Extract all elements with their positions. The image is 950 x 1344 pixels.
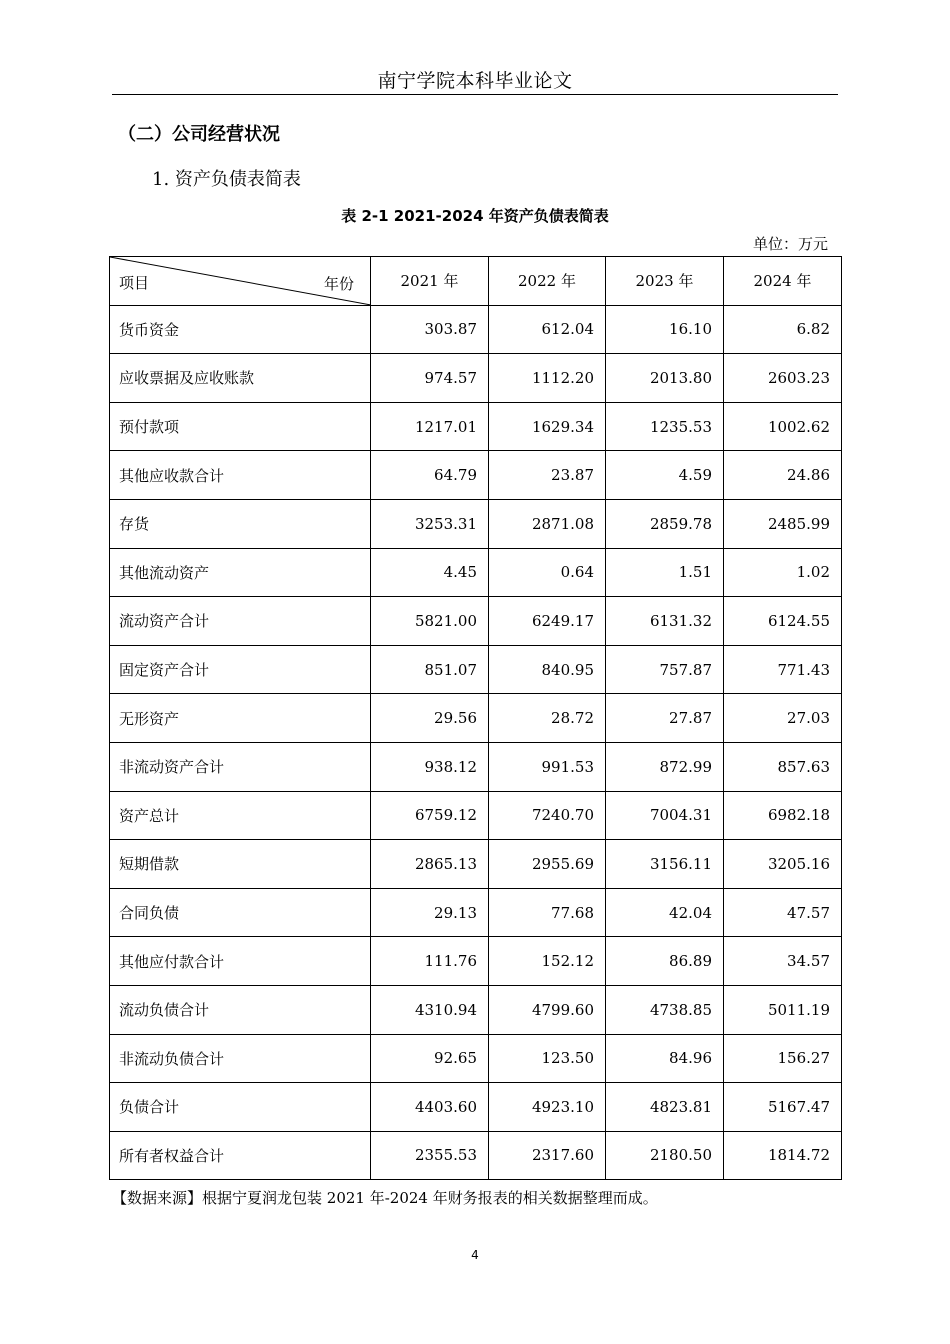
value-cell: 757.87 xyxy=(606,645,724,694)
table-row xyxy=(110,645,842,694)
value-cell: 5167.47 xyxy=(724,1083,842,1132)
value-cell: 5011.19 xyxy=(724,985,842,1034)
corner-item-label: 项目 xyxy=(119,273,150,292)
value-cell: 3253.31 xyxy=(371,499,489,548)
value-cell: 23.87 xyxy=(489,451,606,500)
year-header: 2022 年 xyxy=(489,257,606,306)
value-cell: 2955.69 xyxy=(489,840,606,889)
value-cell: 2013.80 xyxy=(606,354,724,403)
corner-header-cell xyxy=(110,257,371,306)
value-cell: 4.59 xyxy=(606,451,724,500)
row-label: 存货 xyxy=(110,499,371,548)
value-cell: 840.95 xyxy=(489,645,606,694)
value-cell: 156.27 xyxy=(724,1034,842,1083)
row-label: 预付款项 xyxy=(110,402,371,451)
table-row xyxy=(110,1083,842,1132)
value-cell: 6982.18 xyxy=(724,791,842,840)
value-cell: 86.89 xyxy=(606,937,724,986)
value-cell: 77.68 xyxy=(489,888,606,937)
value-cell: 24.86 xyxy=(724,451,842,500)
value-cell: 84.96 xyxy=(606,1034,724,1083)
value-cell: 2180.50 xyxy=(606,1131,724,1180)
value-cell: 152.12 xyxy=(489,937,606,986)
table-row xyxy=(110,402,842,451)
row-label: 非流动负债合计 xyxy=(110,1034,371,1083)
value-cell: 123.50 xyxy=(489,1034,606,1083)
value-cell: 4.45 xyxy=(371,548,489,597)
row-label: 负债合计 xyxy=(110,1083,371,1132)
row-label: 应收票据及应收账款 xyxy=(110,354,371,403)
table-row xyxy=(110,499,842,548)
page-header-title: 南宁学院本科毕业论文 xyxy=(377,70,573,92)
row-label: 短期借款 xyxy=(110,840,371,889)
row-label: 资产总计 xyxy=(110,791,371,840)
row-label: 非流动资产合计 xyxy=(110,742,371,791)
page-number: 4 xyxy=(471,1248,479,1262)
value-cell: 6131.32 xyxy=(606,597,724,646)
value-cell: 6.82 xyxy=(724,305,842,354)
value-cell: 92.65 xyxy=(371,1034,489,1083)
value-cell: 2603.23 xyxy=(724,354,842,403)
table-row xyxy=(110,1034,842,1083)
value-cell: 2871.08 xyxy=(489,499,606,548)
value-cell: 4310.94 xyxy=(371,985,489,1034)
value-cell: 27.03 xyxy=(724,694,842,743)
row-label: 货币资金 xyxy=(110,305,371,354)
row-label: 其他应付款合计 xyxy=(110,937,371,986)
value-cell: 851.07 xyxy=(371,645,489,694)
value-cell: 7004.31 xyxy=(606,791,724,840)
value-cell: 28.72 xyxy=(489,694,606,743)
value-cell: 3205.16 xyxy=(724,840,842,889)
value-cell: 0.64 xyxy=(489,548,606,597)
value-cell: 47.57 xyxy=(724,888,842,937)
table-row xyxy=(110,985,842,1034)
row-label: 固定资产合计 xyxy=(110,645,371,694)
section-title: （二）公司经营状况 xyxy=(118,124,280,145)
value-cell: 34.57 xyxy=(724,937,842,986)
value-cell: 6249.17 xyxy=(489,597,606,646)
value-cell: 1629.34 xyxy=(489,402,606,451)
value-cell: 4823.81 xyxy=(606,1083,724,1132)
value-cell: 5821.00 xyxy=(371,597,489,646)
value-cell: 1.02 xyxy=(724,548,842,597)
value-cell: 1235.53 xyxy=(606,402,724,451)
table-row xyxy=(110,791,842,840)
value-cell: 2355.53 xyxy=(371,1131,489,1180)
value-cell: 2317.60 xyxy=(489,1131,606,1180)
corner-year-label: 年份 xyxy=(323,275,354,293)
table-row xyxy=(110,597,842,646)
table-header-row xyxy=(110,257,842,306)
balance-sheet-table xyxy=(109,256,842,1180)
value-cell: 1002.62 xyxy=(724,402,842,451)
value-cell: 2859.78 xyxy=(606,499,724,548)
value-cell: 7240.70 xyxy=(489,791,606,840)
table-row xyxy=(110,742,842,791)
value-cell: 64.79 xyxy=(371,451,489,500)
value-cell: 4403.60 xyxy=(371,1083,489,1132)
value-cell: 1814.72 xyxy=(724,1131,842,1180)
value-cell: 16.10 xyxy=(606,305,724,354)
year-header: 2024 年 xyxy=(724,257,842,306)
value-cell: 111.76 xyxy=(371,937,489,986)
row-label: 流动资产合计 xyxy=(110,597,371,646)
unit-label: 单位：万元 xyxy=(752,235,828,253)
table-row xyxy=(110,694,842,743)
row-label: 所有者权益合计 xyxy=(110,1131,371,1180)
table-row xyxy=(110,305,842,354)
source-note: 【数据来源】根据宁夏润龙包装 2021 年-2024 年财务报表的相关数据整理而成。 xyxy=(112,1189,658,1207)
value-cell: 771.43 xyxy=(724,645,842,694)
value-cell: 2485.99 xyxy=(724,499,842,548)
value-cell: 857.63 xyxy=(724,742,842,791)
value-cell: 29.56 xyxy=(371,694,489,743)
value-cell: 612.04 xyxy=(489,305,606,354)
table-row xyxy=(110,354,842,403)
value-cell: 1217.01 xyxy=(371,402,489,451)
table-row xyxy=(110,1131,842,1180)
table-row xyxy=(110,840,842,889)
value-cell: 1.51 xyxy=(606,548,724,597)
value-cell: 303.87 xyxy=(371,305,489,354)
value-cell: 991.53 xyxy=(489,742,606,791)
value-cell: 938.12 xyxy=(371,742,489,791)
value-cell: 872.99 xyxy=(606,742,724,791)
value-cell: 974.57 xyxy=(371,354,489,403)
value-cell: 2865.13 xyxy=(371,840,489,889)
subsection-title: 1. 资产负债表简表 xyxy=(152,169,301,190)
row-label: 合同负债 xyxy=(110,888,371,937)
value-cell: 4923.10 xyxy=(489,1083,606,1132)
value-cell: 42.04 xyxy=(606,888,724,937)
value-cell: 3156.11 xyxy=(606,840,724,889)
header-rule xyxy=(112,94,838,95)
value-cell: 4799.60 xyxy=(489,985,606,1034)
table-row xyxy=(110,548,842,597)
value-cell: 27.87 xyxy=(606,694,724,743)
year-header: 2021 年 xyxy=(371,257,489,306)
value-cell: 4738.85 xyxy=(606,985,724,1034)
table-row xyxy=(110,888,842,937)
value-cell: 1112.20 xyxy=(489,354,606,403)
row-label: 其他流动资产 xyxy=(110,548,371,597)
year-header: 2023 年 xyxy=(606,257,724,306)
value-cell: 29.13 xyxy=(371,888,489,937)
row-label: 无形资产 xyxy=(110,694,371,743)
value-cell: 6759.12 xyxy=(371,791,489,840)
table-row xyxy=(110,937,842,986)
table-row xyxy=(110,451,842,500)
table-caption: 表 2-1 2021-2024 年资产负债表简表 xyxy=(341,207,609,225)
row-label: 其他应收款合计 xyxy=(110,451,371,500)
value-cell: 6124.55 xyxy=(724,597,842,646)
row-label: 流动负债合计 xyxy=(110,985,371,1034)
